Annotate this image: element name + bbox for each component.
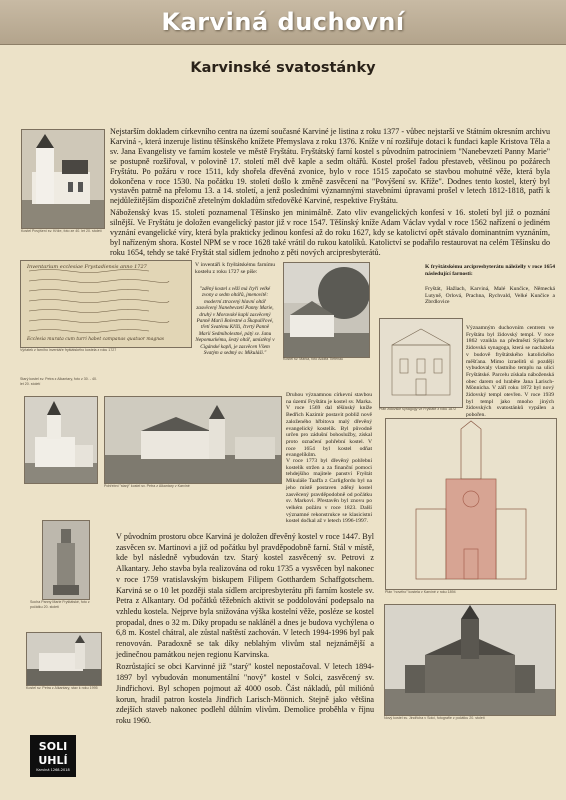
parishes-list: Fryštát, Hažlach, Karviná, Malé Kunčice, Německá Lutyně, Orlová, Prachna, Rychvald, Velké Kunčice a Zbrdlovice xyxy=(425,286,555,306)
photo-old-church xyxy=(24,396,98,484)
logo-line-1: SOLI xyxy=(38,740,68,753)
inventory-quote: "zděný kostel s věží má čtyři velké zvony a sedm oltářů, jmenovitě: moderní ztracený hlavní oltář zasvěcený Nanebevzetí Panny Marie, druhý v Moravské kapli zasvěcený Panně Marii Bolestné a Škapulířové, třetí Svatému Kříži, čtvrtý Panně Marii Sedmibolestné, pátý sv. Janu Nepomuckému, šestý oltář, umístěný v Cigánské kapli, je zasvěcen Všem Svatým a sedmý sv. Mikuláši." xyxy=(195,286,275,357)
logo-line-2: UHLÍ xyxy=(38,754,68,767)
caption-1: Kostel Povýšení sv. Kříže, foto ze 40. let 20. století xyxy=(21,229,102,233)
logo-line-3: Karviná 1268-2018 xyxy=(36,768,70,772)
photo-virgin-mary-statue xyxy=(42,520,90,600)
caption-5: Pohřební "starý" kostel sv. Petra z Alkantary v Karviné xyxy=(104,484,190,488)
caption-7: Socha Panny Marie Fryštátské, foto z počátku 20. století xyxy=(30,600,90,609)
synagogue-text: Významným duchovním centrem ve Fryštátu byl židovský templ. V roce 1862 vznikla na předměstí Sýlachov židovská synagoga, která se nacházela v budově fryštátského katolického měšťana. Mimo izraelitů si později vybudovaly vlastního templu na ulici Fryštátské. Parcelu získala náboženská obec darem od hraběte Jana Larisch-Mönnicha. V září roku 1872 byl nový židovský templ otevřen. V roce 1939 byl templ jako mnoho jiných židovských svatostánků vypálen a pobořen. xyxy=(466,325,554,419)
caption-2: Výňatek z farního inventáře fryštátského kostela z roku 1727 xyxy=(20,348,117,352)
caption-6: Plán židovské synagogy ve Fryštátě z roku 1872 xyxy=(379,407,457,411)
document-line-1: Inventarium ecclesiae Frystadiensis anno 1727 xyxy=(27,264,147,270)
caption-10: Nový kostel sv. Jindřicha v Solci, fotografie z počátku 20. století xyxy=(384,716,485,720)
page-title: Karviná duchovní xyxy=(161,8,405,36)
middle-text xyxy=(116,532,374,729)
photo-inventory-document xyxy=(20,260,192,348)
photo-synagogue-plan xyxy=(379,318,463,408)
photo-fryshtat-church xyxy=(21,129,105,229)
middle-paragraph-2: Rozrůstající se obci Karvinné již "starý" kostel nepostačoval. V letech 1894-1897 byl vybudován monumentální "nový" kostel v Solci, zasvěcený sv. Jindřichovi. Byl schopen pojmout až 4000 osob. Část nákladů, půl miliónů korun, hradil patron kostela Jindřich Larisch-Mönnich. Stejně jako většina zdejších staveb nakonec podlehl důlním vlivům. Demolice proběhla v říjnu roku 1960. xyxy=(116,662,374,725)
photo-st-mark xyxy=(283,262,370,358)
caption-4: Starý kostel sv. Petra z Alkantary, foto z 30. - 40. let 20. století xyxy=(20,377,97,386)
intro-text xyxy=(110,127,550,260)
st-mark-text-2: V roce 1773 byl dřevěný pohřební kostelík stržen a za finanční pomoci tehdejšího majitele panství Fryštát Mikuláše Taaffa z Carligfordu byl na jeho místě postaven zděný kostel zasvěcený pravděpodobně od počátku sv. Markovi. Přestavěn byl znovu po velkém požáru v roce 1823. Další významné rekonstrukce se klasicistní kostel dočkal až v letech 1996-1997. xyxy=(286,458,372,525)
inventory-intro: V inventáři k fryštátskému farnímu kostelu z roku 1727 se píše: xyxy=(195,262,275,275)
photo-new-church-plan xyxy=(385,418,557,590)
st-mark-text-1: Druhou významnou církevní stavbou na území Fryštátu je kostel sv. Marka. V roce 1569 dal těšínský kníže Bedřich Kazimír postavit pobliž nově založeného hřbitova malý dřevěný evangelický kostelík. Byl původně určen pro zádušní bohoslužby, získal proto označení pohřební kostel. V roce 1654 byl kostel odňat evangelíkům. xyxy=(286,392,372,459)
parishes-heading: K fryštátskému arcipresbyterátu náleželly v roce 1654 následující farnosti: xyxy=(425,264,555,277)
caption-8: Kostel sv. Petra z Alkantary, stav k roku 1995 xyxy=(26,686,98,690)
caption-3: Kostel sv. Marka, foto Adolfa Tiefenau xyxy=(283,357,344,361)
intro-paragraph-2: Náboženský kvas 15. století poznamenal Těšínsko jen minimálně. Zato vliv evangelických konfesí v 16. století byl již o poznání silnější. Ve Fryštátu je doložen evangelický pastor již v roce 1547. Těšínský kníže Adam Václav vydal v roce 1562 nařízení o jediném vyznání evangelické víry, která byla prakticky jedinou konfesí až do roku 1627, kdy se katolictví opět stávalo dominantním vyznáním, byl nařízeným shora. Kostel NPM se v roce 1628 také vrátil do rukou katolíků. Katolictví se podařilo restaurovat na celém Těšínsku do roku 1654, tehdy se také Fryštát stal sídlem jednoho z pěti nových arcipresbyterátů. xyxy=(110,208,550,257)
document-line-2: Ecclesia murata cum turri habet campanas quatuor magnas xyxy=(27,337,165,342)
photo-old-church-panorama xyxy=(104,396,282,484)
soli-uhli-logo xyxy=(30,735,76,777)
title-banner xyxy=(0,0,566,45)
photo-st-henry-church xyxy=(384,604,556,716)
page-subtitle: Karvinské svatostánky xyxy=(190,60,376,76)
photo-church-1995 xyxy=(26,632,102,686)
middle-paragraph-1: V původním prostoru obce Karviná je doložen dřevěný kostel v roce 1447. Byl zasvěcen sv. Martinovi a již od počátku byl pravděpodobně farní. Stál v místě, kde byl následně vybudován tzv. Starý kostel zasvěcený sv. Petrovi z Alkantary. Jeho stavba byla realizována od roku 1735 a vysvěcen byl nakonec v roce 1759 vratislavským biskupem Filipem Gotthardem Schaffgotschem. Karviná se o 10 let později stala sídlem arcipresbyterátu při farním kostele sv. Petra z Alkantary. Od počátků těžebních aktivit se poddolování podepsalo na vzhledu kostela. Nejprve byla snižována výška kostelní věže, posléze se kostel propadal, dnes o 32 m. Díky propadu se naklánël a dnes je budova vychýlena o 6,8 m. Kostel chátral, ale zůstal naštěstí zachován. V letech 1994-1996 byl pak renovován. Paradoxně se tak díky neblahým vlivům stal nejznámější a jedinečnou památkou nejen regionu Karvinska. xyxy=(116,532,374,659)
caption-9: Plán "nového" kostela v Karviné z roku 1894 xyxy=(385,590,456,594)
intro-paragraph-1: Nejstarším dokladem církevního centra na území současné Karviné je listina z roku 1377 - vůbec nejstarší ve Státním okresním archivu Karviná -, která inzeruje listinu těšínského knížete Přemyslava z roku 1376. Kníže v ní rozšiřuje dotaci k fundaci kaple Kristova Těla a sv. Jana Evangelisty ve farním kostele ve městě Fryštátu. Fryštátský farní kostel s původním patrociniem "Nanebevzetí Panny Marie" se postupně rozšiřoval, v polovině 17. století měl dvě kaple a sedm oltářů. Kostel prošel řadou přestaveb, většinou po požárech Fryštátu. Po požáru v roce 1511, kdy shořela dřevěná zvonice, bylo v roce 1515 započato se stavbou mohutné věže, která byla dokončena v roce 1530. Na počátku 19. století došlo k změně zasvěcení na "Povýšení sv. Kříže". Dodnes tento kostel, který byl vystavěn patrně na přelomu 13. a 14. století, a jenž posledními významnými stavebními úpravami prošel v letech 1812-1818, patří k nejdůležitějším dispozičně zřetelným dokladům středověké Karviné, respektive Fryštátu. xyxy=(110,127,550,206)
